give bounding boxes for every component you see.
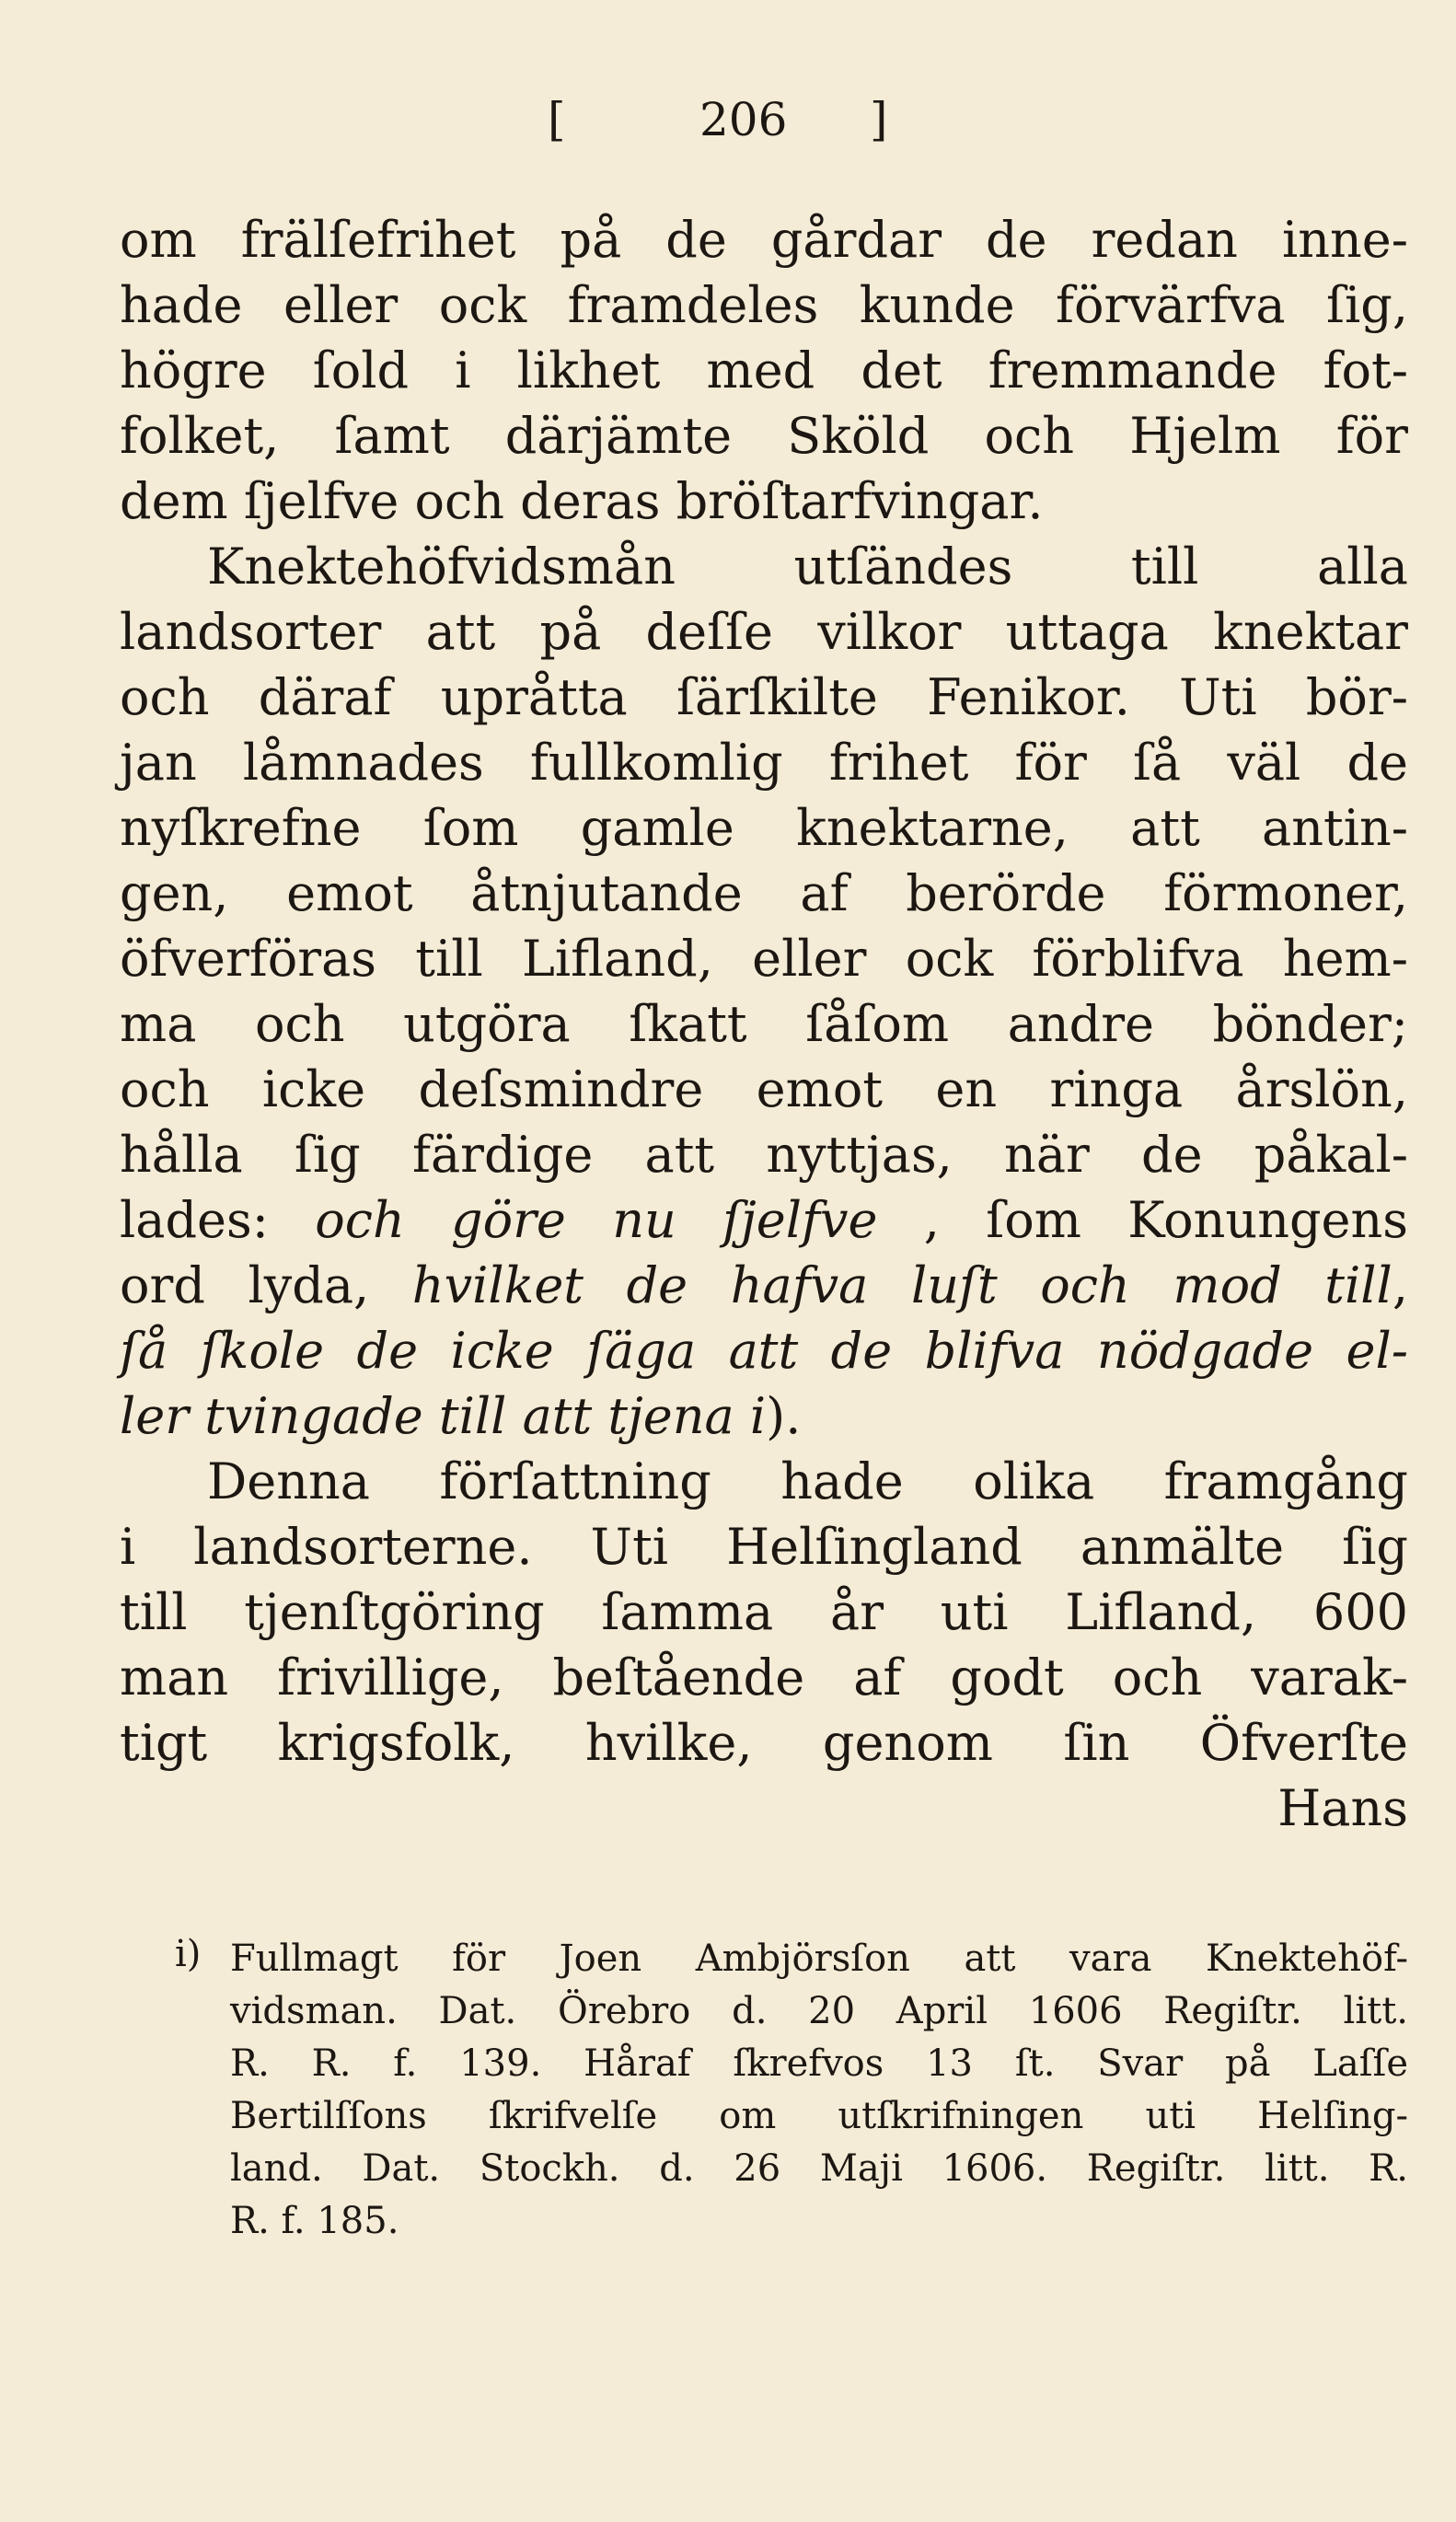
header-bracket-left: [ bbox=[548, 93, 566, 146]
paragraph-start-line: Knektehöfvidsmån utſändes till alla bbox=[207, 538, 1408, 596]
footnote-line: Fullmagt för Joen Ambjörsſon att vara Knektehöf- bbox=[230, 1938, 1408, 1980]
text-line: jan låmnades fullkomlig frihet för ſå väl de bbox=[120, 734, 1408, 792]
text-segment: lades: bbox=[120, 1191, 316, 1249]
footnote-marker: i) bbox=[175, 1933, 202, 1975]
footnote bbox=[120, 1933, 1408, 2248]
text-line: hålla ſig färdige att nyttjas, när de påkal- bbox=[120, 1126, 1408, 1184]
footnote-line: R. f. 185. bbox=[230, 2200, 399, 2242]
text-line: tigt krigsfolk, hvilke, genom ſin Öfverſte bbox=[120, 1714, 1408, 1772]
text-line: hade eller ock framdeles kunde förvärfva ſig, bbox=[120, 276, 1408, 334]
italic-quote: hvilket de hafva luſt och mod till bbox=[411, 1256, 1392, 1314]
text-line: landsorter att på deſſe vilkor uttaga knektar bbox=[120, 603, 1408, 661]
text-line: i landsorterne. Uti Helſingland anmälte ſig bbox=[120, 1518, 1408, 1576]
paragraph-start-line: Denna förſattning hade olika framgång bbox=[207, 1452, 1408, 1510]
catchword: Hans bbox=[1277, 1779, 1408, 1837]
footnote-line: Bertilſſons ſkrifvelſe om utſkrifningen uti Helſing- bbox=[230, 2095, 1408, 2137]
text-line: nyſkrefne ſom gamle knektarne, att antin- bbox=[120, 799, 1408, 857]
text-segment: ord lyda, bbox=[120, 1256, 412, 1314]
text-line: dem ſjelfve och deras bröſtarfvingar. bbox=[120, 472, 1044, 530]
italic-quote-line: ſå ſkole de icke ſäga att de blifva nödgade el- bbox=[120, 1322, 1408, 1380]
italic-quote: och göre nu ſjelfve bbox=[315, 1191, 878, 1249]
footnote-line: land. Dat. Stockh. d. 26 Maji 1606. Regiſtr. litt. R. bbox=[230, 2147, 1408, 2190]
text-line bbox=[120, 1253, 1408, 1318]
text-line: man frivillige, beſtående af godt och varak- bbox=[120, 1649, 1408, 1706]
header-bracket-right: ] bbox=[870, 93, 888, 146]
text-line: och icke deſsmindre emot en ringa årslön, bbox=[120, 1060, 1408, 1118]
text-segment: , bbox=[1392, 1256, 1408, 1314]
text-line: gen, emot åtnjutande af berörde förmoner, bbox=[120, 864, 1408, 922]
footnote-line: R. R. f. 139. Håraf ſkrefvos 13 ſt. Svar på Laſſe bbox=[230, 2042, 1408, 2085]
text-segment: , ſom Konungens bbox=[923, 1191, 1409, 1249]
text-line: öfverföras till Lifland, eller ock förblifva hem- bbox=[120, 930, 1408, 988]
page-number: 206 bbox=[699, 93, 788, 146]
text-line: om frälſefrihet på de gårdar de redan inne- bbox=[120, 211, 1408, 269]
text-line: ma och utgöra ſkatt ſåſom andre bönder; bbox=[120, 995, 1408, 1053]
italic-quote: ler tvingade till att tjena i bbox=[120, 1387, 767, 1445]
body-text bbox=[120, 207, 1408, 1841]
text-line: till tjenſtgöring ſamma år uti Lifland, 600 bbox=[120, 1583, 1408, 1641]
text-line: folket, ſamt därjämte Sköld och Hjelm för bbox=[120, 407, 1408, 465]
text-line: och däraf upråtta ſärſkilte Fenikor. Uti bör- bbox=[120, 668, 1408, 726]
text-segment: ). bbox=[766, 1387, 802, 1445]
footnote-line: vidsman. Dat. Örebro d. 20 April 1606 Regiſtr. litt. bbox=[230, 1990, 1408, 2032]
text-line bbox=[120, 1383, 1408, 1449]
text-line bbox=[120, 1187, 1408, 1253]
text-line: högre ſold i likhet med det fremmande fot- bbox=[120, 341, 1408, 399]
